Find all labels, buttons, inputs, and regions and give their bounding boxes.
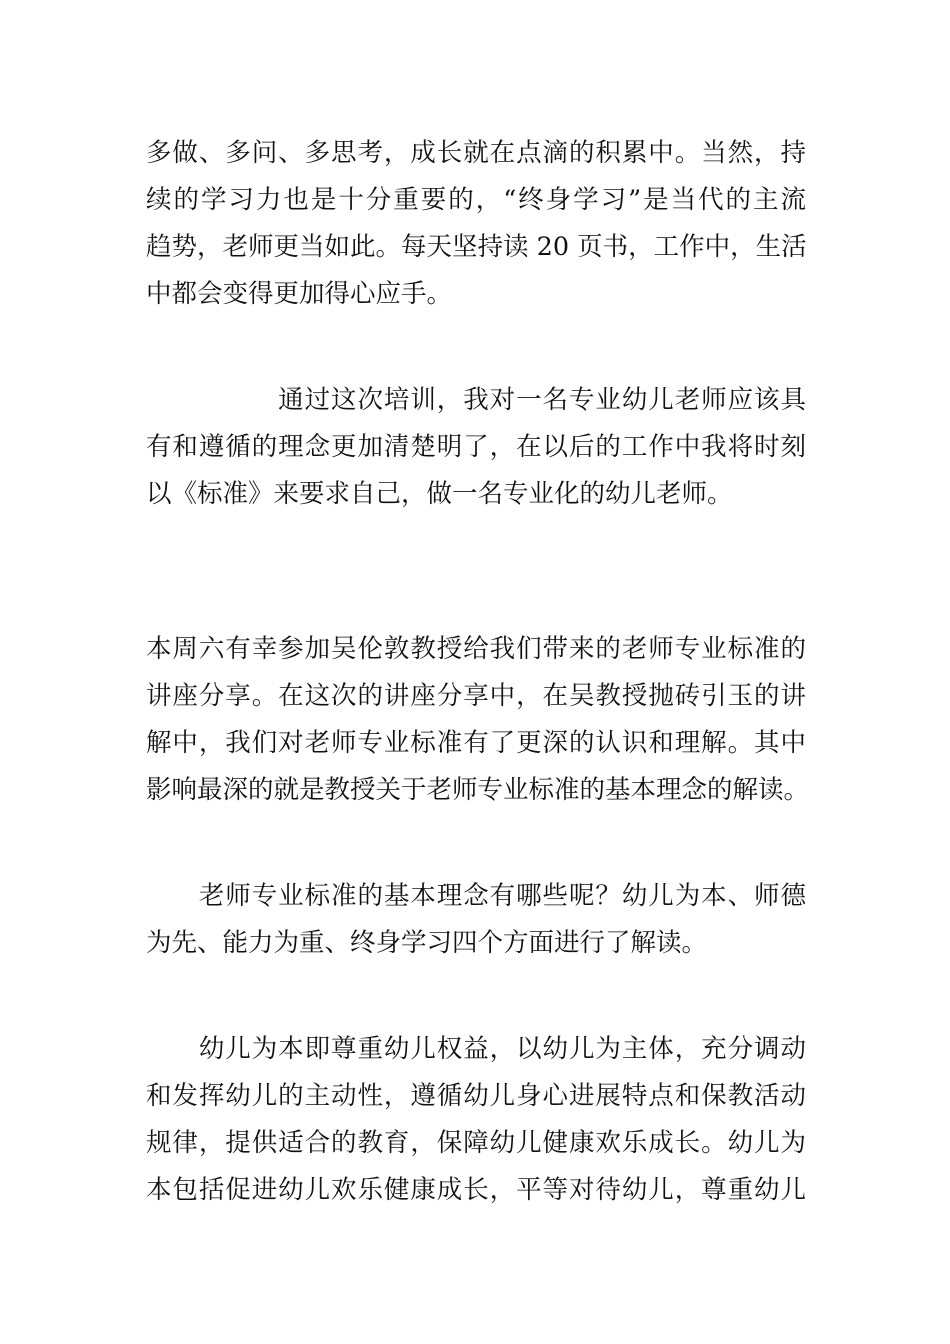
paragraph-3-line-3: 解中，我们对老师专业标准有了更深的认识和理解。其中: [146, 728, 806, 758]
paragraph-5-line-2: 和发挥幼儿的主动性，遵循幼儿身心进展特点和保教活动: [146, 1081, 806, 1111]
paragraph-3-line-1: 本周六有幸参加吴伦敦教授给我们带来的老师专业标准的: [146, 634, 806, 664]
paragraph-2-line-3: 以《标准》来要求自己，做一名专业化的幼儿老师。: [146, 479, 733, 509]
paragraph-5-line-1: 幼儿为本即尊重幼儿权益，以幼儿为主体，充分调动: [146, 1034, 806, 1064]
paragraph-3-line-4: 影响最深的就是教授关于老师专业标准的基本理念的解读。: [146, 775, 810, 805]
paragraph-1-line-1: 多做、多问、多思考，成长就在点滴的积累中。当然，持: [146, 138, 806, 168]
paragraph-5-line-3: 规律，提供适合的教育，保障幼儿健康欢乐成长。幼儿为: [146, 1128, 806, 1158]
paragraph-1-line-2: 续的学习力也是十分重要的，“终身学习”是当代的主流: [146, 185, 806, 215]
paragraph-2-line-2: 有和遵循的理念更加清楚明了，在以后的工作中我将时刻: [146, 432, 806, 462]
paragraph-1-line-4: 中都会变得更加得心应手。: [146, 279, 453, 309]
paragraph-4-line-2: 为先、能力为重、终身学习四个方面进行了解读。: [146, 928, 708, 958]
paragraph-5-line-4: 本包括促进幼儿欢乐健康成长，平等对待幼儿，尊重幼儿: [146, 1175, 806, 1205]
paragraph-3-line-2: 讲座分享。在这次的讲座分享中，在吴教授抛砖引玉的讲: [146, 681, 806, 711]
paragraph-4-line-1: 老师专业标准的基本理念有哪些呢？幼儿为本、师德: [146, 881, 806, 911]
paragraph-1-line-3: 趋势，老师更当如此。每天坚持读 20 页书，工作中，生活: [146, 232, 807, 262]
paragraph-2-line-1: 通过这次培训，我对一名专业幼儿老师应该具: [146, 385, 806, 415]
